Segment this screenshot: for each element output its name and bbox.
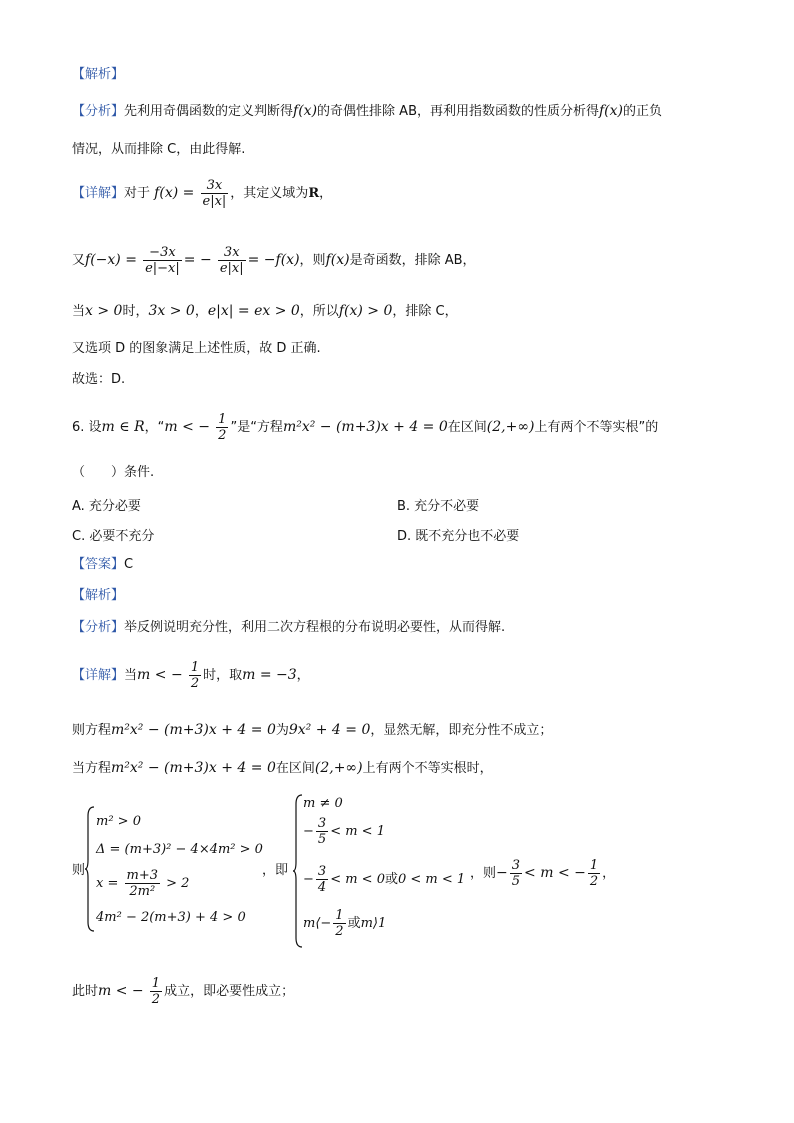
q5-detail-line4: 又选项 D 的图象满足上述性质，故 D 正确.: [72, 341, 321, 356]
q5-detail-line1: 【详解】对于 f(x) = $\frac{3x}{e|x|}$ ，其定义域为R，: [72, 178, 333, 209]
q6-analysis: 【分析】举反例说明充分性，利用二次方程根的分布说明必要性，从而得解.: [72, 620, 506, 635]
sys1-row2: Δ = (m+3)² − 4×4m² > 0: [96, 842, 263, 857]
sys2-row4: m⟨− $\frac{1}{2}$ 或m⟩1: [303, 908, 387, 939]
option-d: D. 既不充分也不必要: [397, 529, 520, 544]
fraction-one-half: $\frac{1}{2}$: [335, 908, 344, 939]
sys1-row1: m² > 0: [96, 814, 141, 829]
q6-jiexi-tag: 【解析】: [72, 588, 125, 603]
option-c: C. 必要不充分: [72, 529, 155, 544]
q5-jiexi-tag: 【解析】: [72, 67, 125, 82]
q6-detail-line5: 此时m < − $\frac{1}{2}$ 成立，即必要性成立；: [72, 976, 295, 1007]
q5-detail-line2: 又f(−x) = $\frac{-3x}{e|-x|}$ = − $\frac{3x}{e|x|}$ = −f(x)，则f(x)是奇函数，排除 AB，: [72, 245, 476, 276]
q6-answer: 【答案】C: [72, 557, 134, 572]
fraction-3-5: $\frac{3}{5}$: [511, 858, 521, 889]
sys2-row2: − $\frac{3}{5}$ < m < 1: [303, 816, 385, 847]
q6-detail-line2: 则方程m²x² − (m+3)x + 4 = 0为9x² + 4 = 0，显然无解，即充分性不成立；: [72, 722, 553, 738]
sys1-row4: 4m² − 2(m+3) + 4 > 0: [96, 910, 246, 925]
fraction-3x-over-e-abs-x: $\frac{3x}{e|x|}$: [202, 178, 227, 209]
fraction-3-4: $\frac{3}{4}$: [317, 864, 327, 895]
q5-analysis-line1: 【分析】先利用奇偶函数的定义判断得f(x)的奇偶性排除 AB，再利用指数函数的性质分析得f(x)的正负: [72, 103, 663, 119]
sys2-row1: m ≠ 0: [303, 796, 343, 811]
fraction-one-half: $\frac{1}{2}$: [218, 412, 227, 443]
left-brace: [84, 806, 96, 932]
q5-final-answer: 故选：D.: [72, 372, 126, 387]
q5-analysis-line2: 情况，从而排除 C，由此得解.: [72, 142, 246, 157]
fraction-one-half: $\frac{1}{2}$: [151, 976, 161, 1007]
option-a: A. 充分必要: [72, 499, 141, 514]
q6-detail-line3: 当方程m²x² − (m+3)x + 4 = 0在区间(2,+∞)上有两个不等实根时，: [72, 760, 493, 776]
q6-stem-line2: （ ）条件.: [72, 465, 155, 480]
fraction-one-half: $\frac{1}{2}$: [190, 660, 200, 691]
fraction-neg3x: $\frac{-3x}{e|-x|}$: [145, 245, 180, 276]
q5-detail-line3: 当x > 0时，3x > 0，e|x| = ex > 0，所以f(x) > 0，排除 C，: [72, 303, 458, 319]
fraction-one-half: $\frac{1}{2}$: [589, 858, 599, 889]
fraction-3x: $\frac{3x}{e|x|}$: [219, 245, 244, 276]
q6-sys-ie: ，即: [262, 863, 289, 878]
sys1-row3: x = $\frac{m+3}{\text{2m²}}$ > 2: [96, 868, 190, 899]
q6-detail-line1: 【详解】当m < − $\frac{1}{2}$ 时，取m = −3，: [72, 660, 310, 691]
q6-sys-result: ，则− $\frac{3}{5}$ < m < − $\frac{1}{2}$ ，: [470, 858, 616, 889]
q6-sys-prefix: 则: [72, 863, 86, 878]
sys2-row3: − $\frac{3}{4}$ < m < 0或0 < m < 1: [303, 864, 466, 895]
fraction-m3-over-2m2: $\frac{m+3}{\text{2m²}}$: [126, 868, 158, 899]
system-two: [303, 794, 488, 950]
fraction-3-5: $\frac{3}{5}$: [317, 816, 327, 847]
option-b: B. 充分不必要: [397, 499, 480, 514]
system-one: [96, 806, 276, 936]
q6-stem-line1: 6. 设m ∈ R，“m < − $\frac{1}{2}$ ”是“方程m²x² − (m+3)x + 4 = 0在区间(2,+∞)上有两个不等实根”的: [72, 412, 659, 443]
